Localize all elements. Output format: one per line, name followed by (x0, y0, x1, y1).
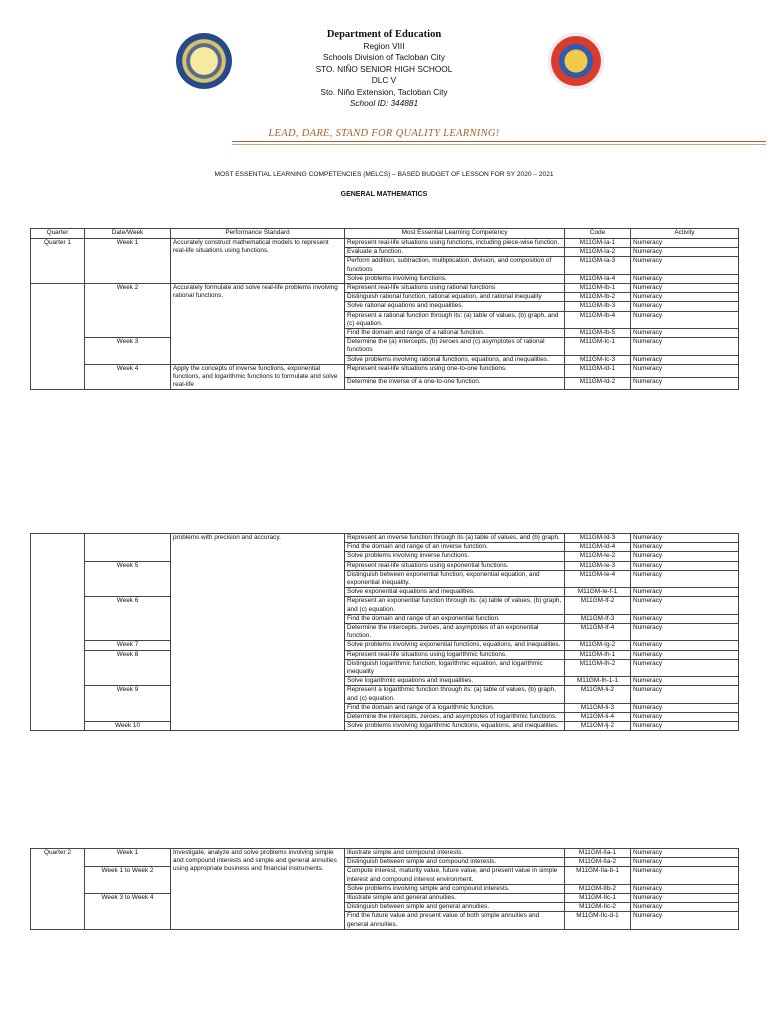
competency-cell: Represent real-life situations using one-to-one functions. (345, 364, 565, 377)
table-row (31, 894, 739, 903)
code-cell: M11GM-Ia-3 (565, 257, 631, 274)
column-header: Performance Standard (171, 229, 345, 239)
week-cell: Week 5 (85, 561, 171, 597)
code-cell: M11GM-Ia-4 (565, 274, 631, 283)
code-cell: M11GM-Ih-1 (565, 650, 631, 659)
activity-cell: Numeracy (631, 534, 739, 543)
table-row (31, 686, 739, 703)
activity-cell: Numeracy (631, 338, 739, 355)
document-subtitle: GENERAL MATHEMATICS (340, 191, 428, 198)
table-header-row (31, 229, 739, 239)
code-cell: M11GM-IIc-d-1 (565, 912, 631, 929)
activity-cell: Numeracy (631, 597, 739, 614)
standard-cell: Accurately construct mathematical models to represent real-life situations using functions. (171, 239, 345, 284)
week-cell: Week 7 (85, 641, 171, 650)
school-id: School ID: 344881 (349, 98, 419, 109)
competency-cell: Represent an exponential function through its: (a) table of values, (b) graph, and (c) equation. (345, 597, 565, 614)
activity-cell: Numeracy (631, 284, 739, 293)
competency-cell: Find the domain and range of an exponential function. (345, 614, 565, 623)
budget-table-quarter-2 (30, 848, 739, 930)
activity-cell: Numeracy (631, 257, 739, 274)
competency-cell: Distinguish between exponential function, exponential equation, and exponential inequality. (345, 570, 565, 587)
week-cell-empty (85, 534, 171, 562)
competency-cell: Distinguish logarithmic function, logarithmic equation, and logarithmic inequality (345, 659, 565, 676)
address: Sto. Niño Extension, Tacloban City (320, 86, 448, 97)
school-name: STO. NIÑO SENIOR HIGH SCHOOL (315, 63, 453, 74)
competency-cell: Illustrate simple and compound interests. (345, 849, 565, 858)
week-cell: Week 2 (85, 284, 171, 338)
budget-table-part-1 (30, 228, 739, 390)
code-cell: M11GM-Ig-2 (565, 641, 631, 650)
activity-cell: Numeracy (631, 329, 739, 338)
week-cell: Week 6 (85, 597, 171, 641)
competency-cell: Represent an inverse function through its (a) table of values, and (b) graph. (345, 534, 565, 543)
activity-cell: Numeracy (631, 912, 739, 929)
competency-cell: Solve problems involving simple and compound interests. (345, 884, 565, 893)
activity-cell: Numeracy (631, 570, 739, 587)
activity-cell: Numeracy (631, 239, 739, 248)
week-cell: Week 1 to Week 2 (85, 867, 171, 894)
activity-cell: Numeracy (631, 858, 739, 867)
code-cell: M11GM-Ij-2 (565, 722, 631, 731)
divider-thin (232, 144, 766, 145)
activity-cell: Numeracy (631, 903, 739, 912)
week-cell: Week 10 (85, 722, 171, 731)
code-cell: M11GM-If-4 (565, 624, 631, 641)
week-cell: Week 1 (85, 239, 171, 284)
code-cell: M11GM-Ie-4 (565, 570, 631, 587)
motto: LEAD, DARE, STAND FOR QUALITY LEARNING! (268, 128, 500, 139)
competency-cell: Find the domain and range of a logarithmic function. (345, 703, 565, 712)
competency-cell: Solve logarithmic equations and inequalities. (345, 677, 565, 686)
activity-cell: Numeracy (631, 659, 739, 676)
code-cell: M11GM-Ib-3 (565, 302, 631, 311)
activity-cell: Numeracy (631, 614, 739, 623)
activity-cell: Numeracy (631, 624, 739, 641)
budget-table-part-2 (30, 533, 739, 731)
competency-cell: Distinguish rational function, rational equation, and rational inequality (345, 293, 565, 302)
activity-cell: Numeracy (631, 561, 739, 570)
activity-cell: Numeracy (631, 543, 739, 552)
code-cell: M11GM-Ib-1 (565, 284, 631, 293)
code-cell: M11GM-Ib-5 (565, 329, 631, 338)
code-cell: M11GM-IIa-1 (565, 849, 631, 858)
competency-cell: Distinguish between simple and compound interests. (345, 858, 565, 867)
code-cell: M11GM-Ih-1-1 (565, 677, 631, 686)
code-cell: M11GM-Ia-1 (565, 239, 631, 248)
code-cell: M11GM-Ia-2 (565, 248, 631, 257)
activity-cell: Numeracy (631, 293, 739, 302)
document-title: MOST ESSENTIAL LEARNING COMPETENCIES (MELCS) – BASED BUDGET OF LESSON FOR SY 2020 – 2021 (214, 171, 554, 178)
table-row (31, 561, 739, 570)
competency-cell: Represent real-life situations using functions, including piece-wise function. (345, 239, 565, 248)
activity-cell: Numeracy (631, 552, 739, 561)
competency-cell: Find the future value and present value of both simple annuities and general annuities. (345, 912, 565, 929)
code-cell: M11GM-Ie-f-1 (565, 588, 631, 597)
competency-cell: Solve problems involving functions. (345, 274, 565, 283)
activity-cell: Numeracy (631, 722, 739, 731)
competency-cell: Represent a logarithmic function through its: (a) table of values, (b) graph, and (c) equation. (345, 686, 565, 703)
activity-cell: Numeracy (631, 867, 739, 884)
competency-cell: Find the domain and range of a rational function. (345, 329, 565, 338)
code-cell: M11GM-IIb-2 (565, 884, 631, 893)
column-header: Most Essential Learning Competency (345, 229, 565, 239)
week-cell: Week 3 to Week 4 (85, 894, 171, 930)
competency-cell: Compute interest, maturity value, future value, and present value in simple interest and compound interest environment. (345, 867, 565, 884)
district: DLC V (371, 75, 397, 86)
activity-cell: Numeracy (631, 355, 739, 364)
activity-cell: Numeracy (631, 364, 739, 377)
code-cell: M11GM-Id-1 (565, 364, 631, 377)
table-row (31, 597, 739, 614)
code-cell: M11GM-If-2 (565, 597, 631, 614)
activity-cell: Numeracy (631, 588, 739, 597)
activity-cell: Numeracy (631, 686, 739, 703)
competency-cell: Represent real-life situations using exponential functions. (345, 561, 565, 570)
code-cell: M11GM-Ii-3 (565, 703, 631, 712)
divider (232, 141, 766, 142)
competency-cell: Solve exponential equations and inequalities. (345, 588, 565, 597)
activity-cell: Numeracy (631, 311, 739, 328)
code-cell: M11GM-Ib-2 (565, 293, 631, 302)
activity-cell: Numeracy (631, 713, 739, 722)
letterhead (0, 28, 768, 109)
table-row (31, 284, 739, 293)
week-cell: Week 3 (85, 338, 171, 365)
table-row (31, 364, 739, 377)
standard-cell: Accurately formulate and solve real-life problems involving rational functions. (171, 284, 345, 365)
activity-cell: Numeracy (631, 641, 739, 650)
code-cell: M11GM-IIc-2 (565, 903, 631, 912)
activity-cell: Numeracy (631, 248, 739, 257)
competency-cell: Solve rational equations and inequalities. (345, 302, 565, 311)
quarter-cell: Quarter 1 (31, 239, 85, 284)
competency-cell: Determine the intercepts, zeroes, and asymptotes of logarithmic functions. (345, 713, 565, 722)
week-cell: Week 1 (85, 849, 171, 867)
competency-cell: Find the domain and range of an inverse function. (345, 543, 565, 552)
activity-cell: Numeracy (631, 677, 739, 686)
competency-cell: Solve problems involving logarithmic functions, equations, and inequalities. (345, 722, 565, 731)
code-cell: M11GM-Ic-3 (565, 355, 631, 364)
competency-cell: Distinguish between simple and general annuities. (345, 903, 565, 912)
code-cell: M11GM-IIa-b-1 (565, 867, 631, 884)
competency-cell: Evaluate a function. (345, 248, 565, 257)
standard-cell: Apply the concepts of inverse functions, exponential functions, and logarithmic functions to formulate and solve real-life (171, 364, 345, 390)
code-cell: M11GM-Ih-2 (565, 659, 631, 676)
competency-cell: Perform addition, subtraction, multiplication, division, and composition of functions (345, 257, 565, 274)
activity-cell: Numeracy (631, 884, 739, 893)
code-cell: M11GM-If-3 (565, 614, 631, 623)
competency-cell: Represent real-life situations using logarithmic functions. (345, 650, 565, 659)
column-header: Code (565, 229, 631, 239)
code-cell: M11GM-Id-2 (565, 377, 631, 390)
competency-cell: Represent a rational function through its: (a) table of values, (b) graph, and (c) equation. (345, 311, 565, 328)
activity-cell: Numeracy (631, 849, 739, 858)
department-name: Department of Education (326, 29, 442, 40)
region: Region VIII (363, 41, 405, 51)
column-header: Quarter (31, 229, 85, 239)
table-row (31, 722, 739, 731)
quarter-cell: Quarter 2 (31, 849, 85, 930)
activity-cell: Numeracy (631, 650, 739, 659)
standard-cell: Investigate, analyze and solve problems involving simple and compound interests and simple and general annuities using appropriate business and financial instruments. (171, 849, 345, 930)
code-cell: M11GM-IIa-2 (565, 858, 631, 867)
column-header: Date/Week (85, 229, 171, 239)
quarter-cell-empty (31, 534, 85, 731)
code-cell: M11GM-IIc-1 (565, 894, 631, 903)
competency-cell: Solve problems involving rational functions, equations, and inequalities. (345, 355, 565, 364)
week-cell: Week 8 (85, 650, 171, 686)
table-row (31, 338, 739, 355)
standard-cell: problems with precision and accuracy. (171, 534, 345, 731)
activity-cell: Numeracy (631, 894, 739, 903)
division: Schools Division of Tacloban City (322, 52, 446, 63)
table-row (31, 849, 739, 858)
activity-cell: Numeracy (631, 274, 739, 283)
activity-cell: Numeracy (631, 377, 739, 390)
code-cell: M11GM-Ib-4 (565, 311, 631, 328)
table-row (31, 239, 739, 248)
code-cell: M11GM-Ii-4 (565, 713, 631, 722)
code-cell: M11GM-Id-4 (565, 543, 631, 552)
quarter-cell-empty (31, 284, 85, 390)
week-cell: Week 4 (85, 364, 171, 390)
column-header: Activity (631, 229, 739, 239)
competency-cell: Solve problems involving inverse functions. (345, 552, 565, 561)
code-cell: M11GM-Id-3 (565, 534, 631, 543)
competency-cell: Determine the intercepts, zeroes, and asymptotes of an exponential function. (345, 624, 565, 641)
code-cell: M11GM-Ie-2 (565, 552, 631, 561)
week-cell: Week 9 (85, 686, 171, 722)
code-cell: M11GM-Ic-1 (565, 338, 631, 355)
competency-cell: Illustrate simple and general annuities. (345, 894, 565, 903)
activity-cell: Numeracy (631, 302, 739, 311)
table-row (31, 534, 739, 543)
table-row (31, 641, 739, 650)
competency-cell: Solve problems involving exponential functions, equations, and inequalities. (345, 641, 565, 650)
competency-cell: Determine the (a) intercepts, (b) zeroes and (c) asymptotes of rational functions (345, 338, 565, 355)
activity-cell: Numeracy (631, 703, 739, 712)
code-cell: M11GM-Ie-3 (565, 561, 631, 570)
table-row (31, 650, 739, 659)
code-cell: M11GM-Ii-2 (565, 686, 631, 703)
competency-cell: Determine the inverse of a one-to-one function. (345, 377, 565, 390)
table-row (31, 867, 739, 884)
competency-cell: Represent real-life situations using rational functions (345, 284, 565, 293)
